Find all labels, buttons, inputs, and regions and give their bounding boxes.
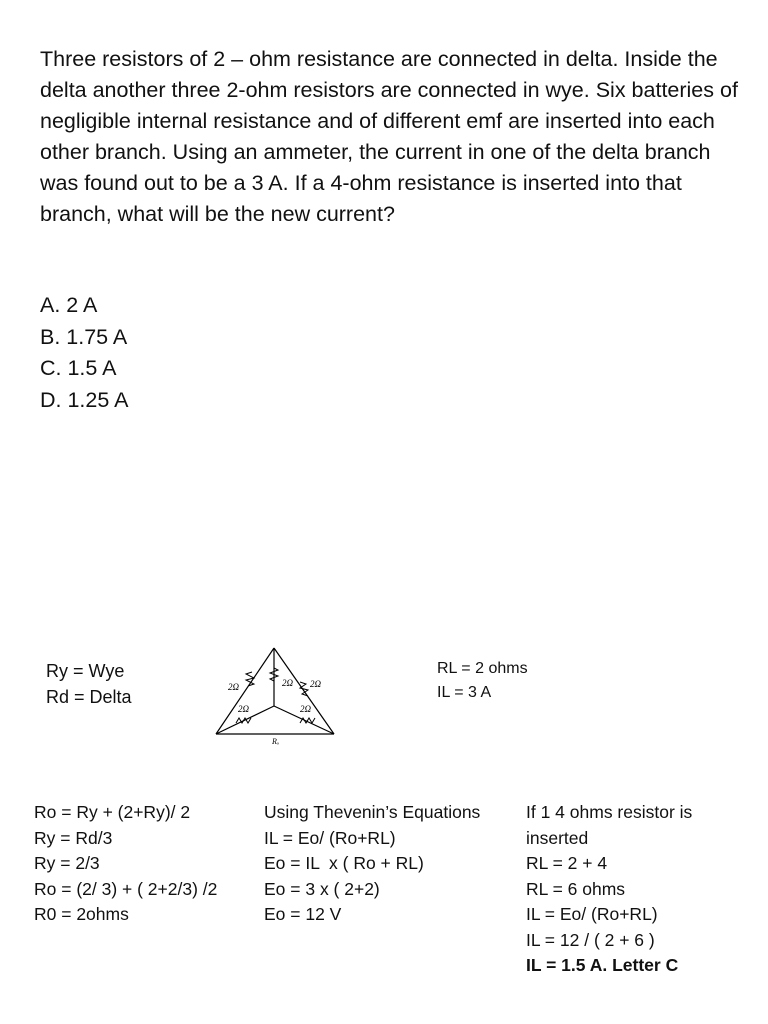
label-delta-right: 2Ω xyxy=(310,679,322,689)
solution-line: If 1 4 ohms resistor is xyxy=(526,802,693,822)
given-il: IL = 3 A xyxy=(437,684,492,701)
solution-line: R0 = 2ohms xyxy=(34,904,129,924)
solution-line: Ry = 2/3 xyxy=(34,853,100,873)
solution-line: Ry = Rd/3 xyxy=(34,827,113,848)
solution-line: Eo = 12 V xyxy=(264,904,342,924)
choice-a: A. 2 A xyxy=(40,293,98,317)
label-delta-left: 2Ω xyxy=(228,682,240,692)
label-ro: Rₒ xyxy=(272,737,280,746)
definition-wye: Ry = Wye xyxy=(46,661,125,681)
solution-column-ro xyxy=(34,800,217,928)
delta-right-branch xyxy=(274,648,334,734)
resistor-delta-right xyxy=(300,682,308,696)
question-text: Three resistors of 2 – ohm resistance are connected in delta. Inside the delta another three 2-ohm resistors are connected in wye. Six batteries of negligible internal resistance and of different emf are inserted into each other branch. Using an ammeter, the current in one of the delta branch was found out to be a 3 A. If a 4-ohm resistance is inserted into that branch, what will be the new current? xyxy=(40,47,738,226)
solution-line: RL = 6 ohms xyxy=(526,878,626,899)
solution-line: IL = Eo/ (Ro+RL) xyxy=(264,827,396,848)
definitions xyxy=(46,658,132,710)
solution-column-new-current xyxy=(526,800,692,979)
solution-line: Using Thevenin’s Equations xyxy=(264,802,481,822)
label-wye-right: 2Ω xyxy=(300,704,312,714)
choice-b: B. 1.75 A xyxy=(40,324,128,349)
solution-line: IL = 12 / ( 2 + 6 ) xyxy=(526,929,655,950)
solution-line: IL = Eo/ (Ro+RL) xyxy=(526,904,658,924)
definition-delta: Rd = Delta xyxy=(46,687,132,707)
choice-d: D. 1.25 A xyxy=(40,387,129,412)
given-rl: RL = 2 ohms xyxy=(437,660,528,677)
final-answer: IL = 1.5 A. Letter C xyxy=(526,955,679,975)
solution-line: Eo = 3 x ( 2+2) xyxy=(264,878,380,899)
solution-column-thevenin xyxy=(264,800,480,928)
solution-line: Ro = Ry + (2+Ry)/ 2 xyxy=(34,802,191,822)
solution-line: inserted xyxy=(526,827,589,848)
answer-choices xyxy=(40,290,128,416)
choice-c: C. 1.5 A xyxy=(40,356,117,380)
delta-left-branch xyxy=(216,648,274,734)
solution-line: Ro = (2/ 3) + ( 2+2/3) /2 xyxy=(34,878,218,899)
solution-line: RL = 2 + 4 xyxy=(526,853,608,873)
label-wye-left: 2Ω xyxy=(238,704,250,714)
given-values xyxy=(437,657,528,705)
label-wye-top: 2Ω xyxy=(282,678,294,688)
solution-line: Eo = IL x ( Ro + RL) xyxy=(264,853,424,873)
delta-wye-circuit-diagram xyxy=(208,630,356,746)
